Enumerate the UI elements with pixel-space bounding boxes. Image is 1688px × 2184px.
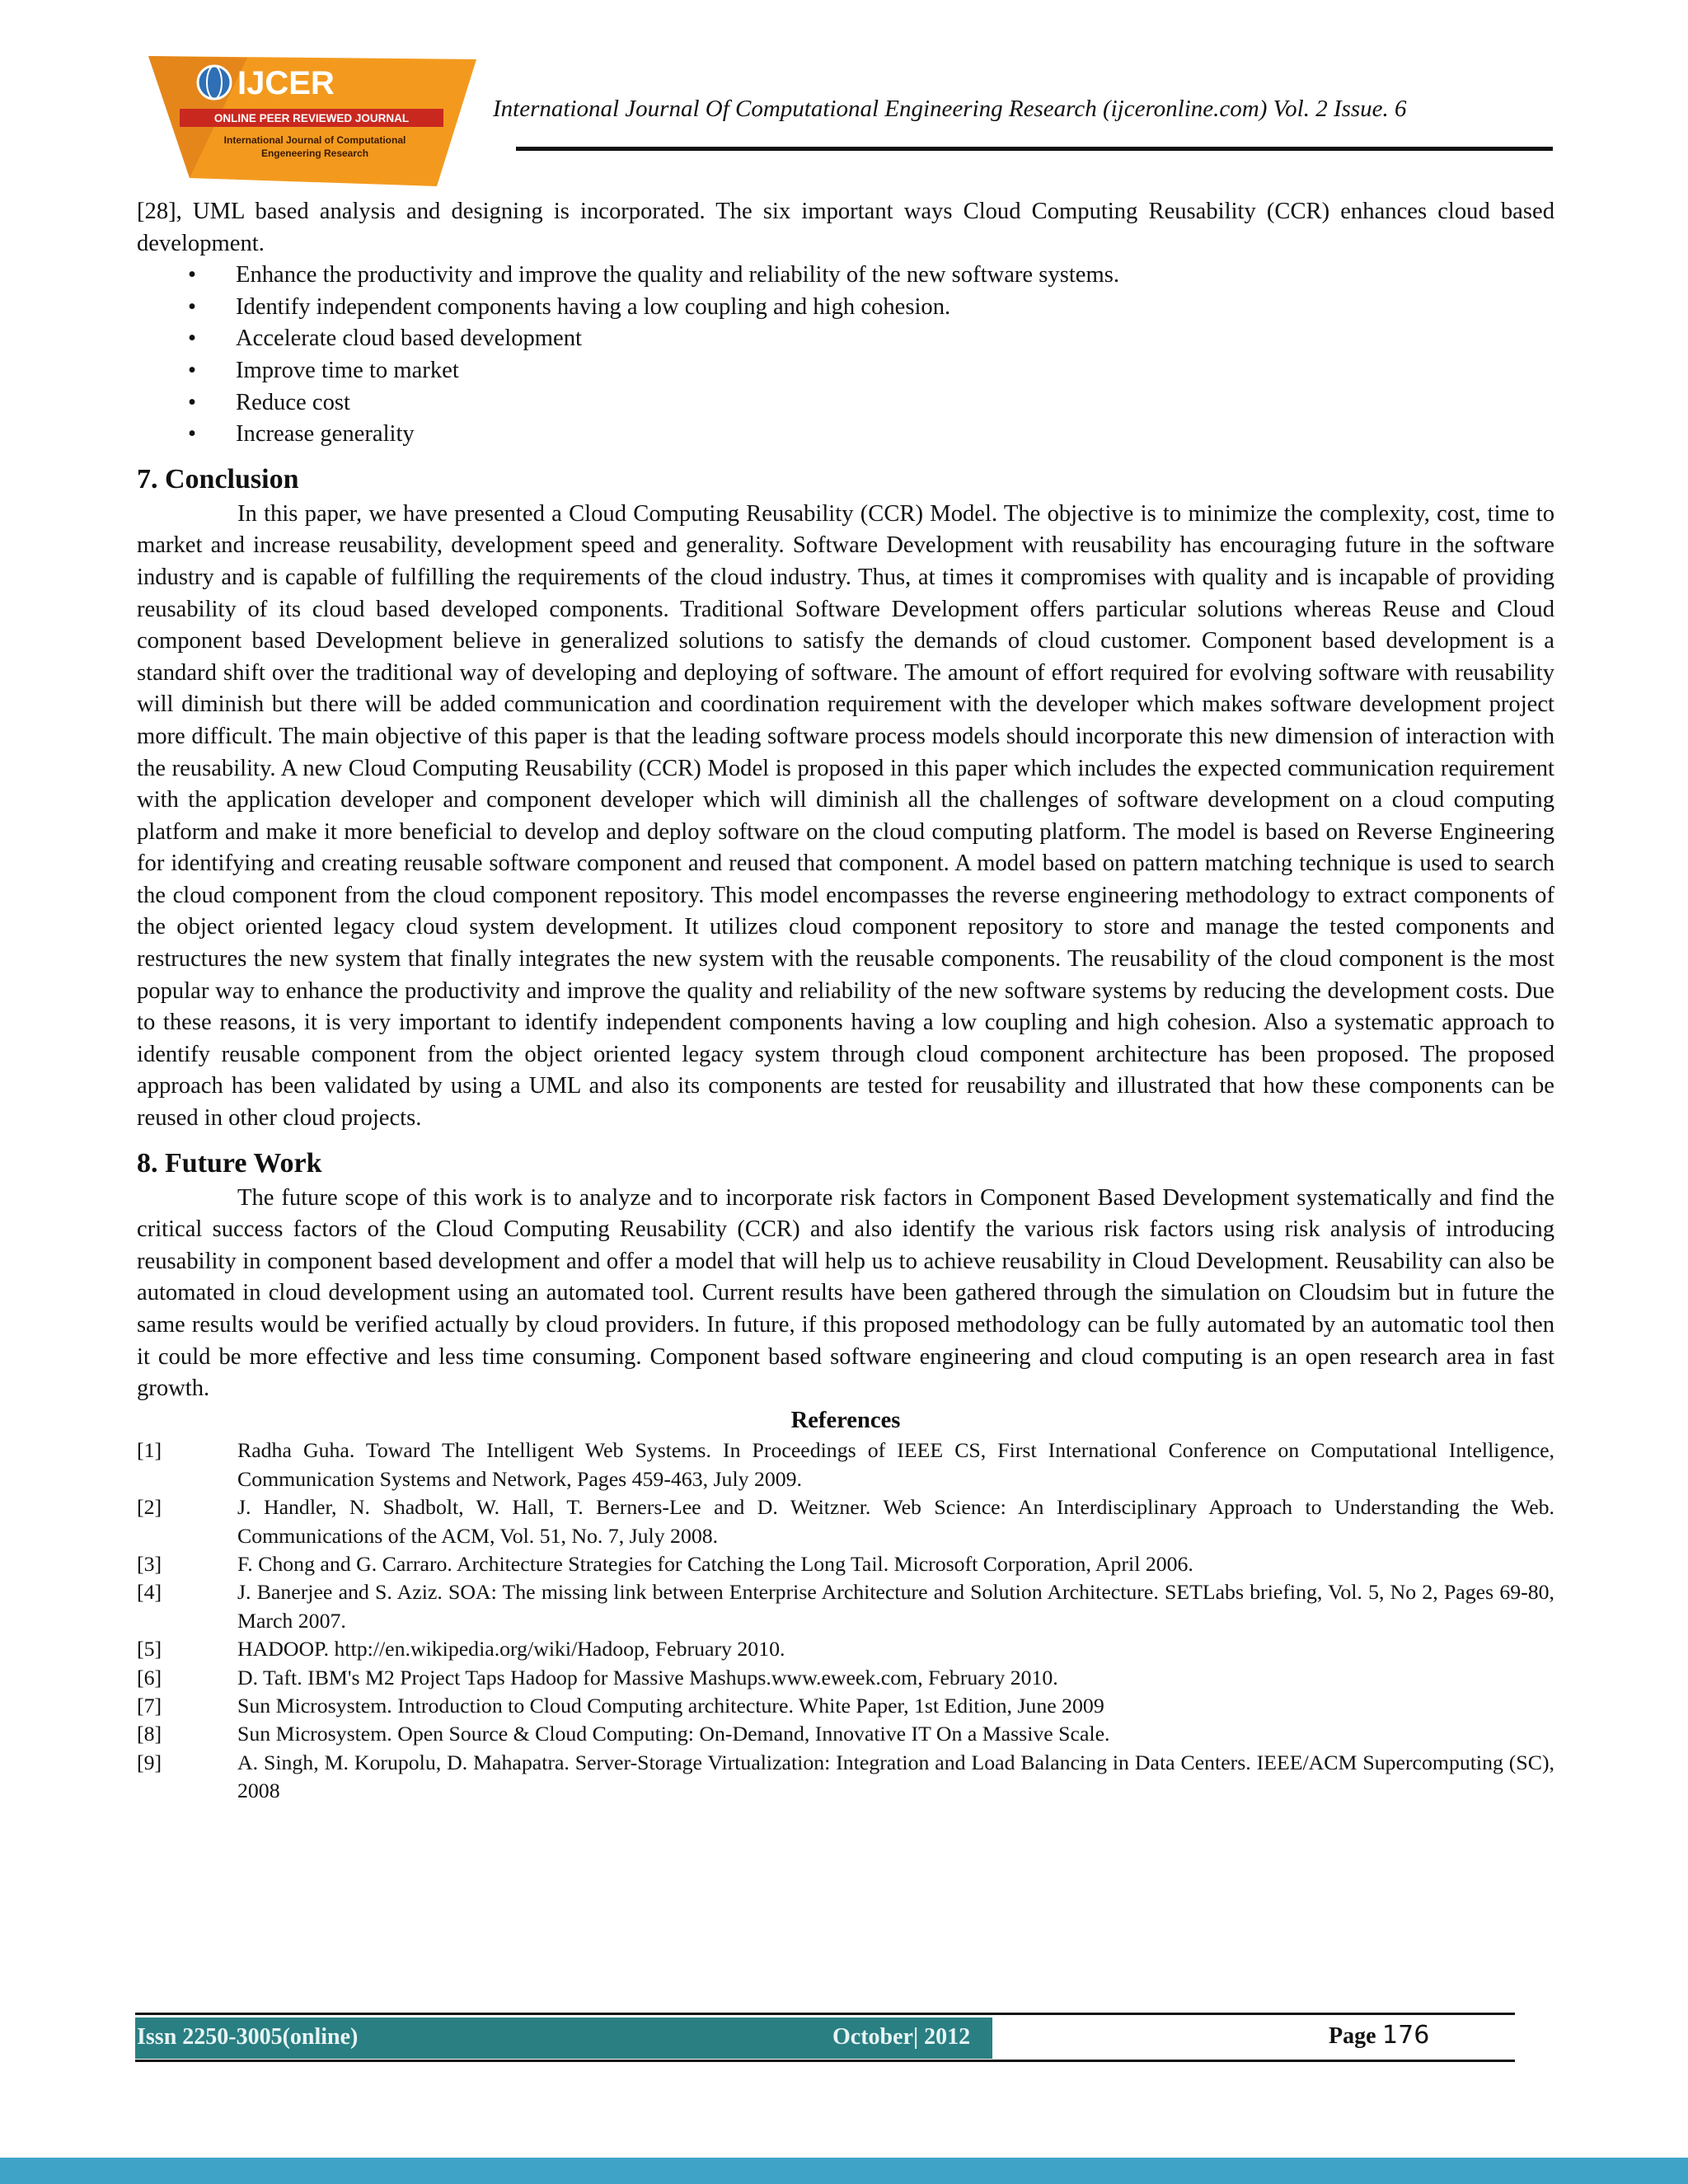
- logo-subtitle-line2: Engeneering Research: [260, 148, 369, 159]
- list-item: • Accelerate cloud based development: [137, 323, 1554, 355]
- reference-text: HADOOP. http://en.wikipedia.org/wiki/Hadoop, February 2010.: [237, 1637, 785, 1661]
- reference-item: [137, 1749, 1554, 1806]
- reference-text: J. Handler, N. Shadbolt, W. Hall, T. Berners-Lee and D. Weitzner. Web Science: An Interdisciplinary Approach to Understanding the Web. Communications of the ACM, Vol. 51, No. 7, July 2008.: [237, 1495, 1554, 1548]
- reference-text: Sun Microsystem. Introduction to Cloud Computing architecture. White Paper, 1st Edition, June 2009: [237, 1694, 1104, 1718]
- list-item: • Enhance the productivity and improve the quality and reliability of the new software systems.: [137, 260, 1554, 292]
- reference-item: [137, 1550, 1554, 1578]
- bullet-icon: •: [188, 421, 197, 448]
- reference-number: [3]: [137, 1552, 162, 1576]
- page-number: 176: [1382, 2021, 1430, 2050]
- globe-icon: [198, 66, 231, 99]
- journal-logo: [140, 51, 478, 191]
- bullet-icon: •: [188, 357, 197, 383]
- article-body: [137, 196, 1554, 1806]
- reference-item: [137, 1664, 1554, 1692]
- footer-date: October| 2012: [832, 2024, 971, 2050]
- logo-subtitle-line1: International Journal of Computational: [223, 134, 406, 146]
- bullet-icon: •: [188, 389, 197, 415]
- reference-text: F. Chong and G. Carraro. Architecture Strategies for Catching the Long Tail. Microsoft Corporation, April 2006.: [237, 1552, 1193, 1576]
- reference-text: J. Banerjee and S. Aziz. SOA: The missing link between Enterprise Architecture and Solution Architecture. SETLabs briefing, Vol. 5, No 2, Pages 69-80, March 2007.: [237, 1580, 1554, 1633]
- reference-item: [137, 1436, 1554, 1493]
- bullet-list: [137, 260, 1554, 451]
- reference-item: [137, 1578, 1554, 1635]
- list-item: • Reduce cost: [137, 387, 1554, 419]
- logo-brand-text: IJCER: [237, 65, 335, 101]
- journal-title: International Journal Of Computational Engineering Research (ijceronline.com) Vol. 2 Issue. 6: [493, 96, 1407, 122]
- reference-text: D. Taft. IBM's M2 Project Taps Hadoop for Massive Mashups.www.eweek.com, February 2010.: [237, 1665, 1058, 1690]
- reference-text: Radha Guha. Toward The Intelligent Web Systems. In Proceedings of IEEE CS, First International Conference on Computational Intelligence, Communication Systems and Network, Pages 459-463, July 2009.: [237, 1438, 1554, 1491]
- reference-number: [9]: [137, 1750, 162, 1774]
- reference-number: [4]: [137, 1580, 162, 1605]
- reference-item: [137, 1635, 1554, 1663]
- future-work-paragraph: The future scope of this work is to analyze and to incorporate risk factors in Component Based Development systematically and find the critical success factors of the Cloud Computing Reusability (CCR) and also identify the various risk factors using risk analysis of introducing reusability in component based development and offer a model that will help us to achieve reusability in Cloud Development. Reusability can also be automated in cloud development using an automated tool. Current results have been gathered through the simulation on Cloudsim but in future the same results would be verified actually by cloud providers. In future, if this proposed methodology can be fully automated by an automatic tool then it could be more effective and less time consuming. Component based software engineering and cloud computing is an open research area in fast growth.: [137, 1184, 1554, 1402]
- footer-rule-bottom: [135, 2060, 1515, 2062]
- references-list: [137, 1436, 1554, 1805]
- conclusion-paragraph: In this paper, we have presented a Cloud Computing Reusability (CCR) Model. The objective is to minimize the complexity, cost, time to market and increase reusability, development speed and generality. Software Development with reusability has encouraging future in the software industry and is capable of fulfilling the requirements of the cloud industry. Thus, at times it compromises with quality and is incapable of providing reusability of its cloud based developed components. Traditional Software Development offers particular solutions whereas Reuse and Cloud component based Development believe in generalized solutions to satisfy the demands of cloud customer. Component based development is a standard shift over the traditional way of developing and deploying of software. The amount of effort required for evolving software with reusability will diminish but there will be added communication and coordination requirement with the developer which makes software development project more difficult. The main objective of this paper is that the leading software process models should incorporate this new dimension of interaction with the reusability. A new Cloud Computing Reusability (CCR) Model is proposed in this paper which includes the expected communication requirement with the application developer and component developer which will diminish all the challenges of software development on a cloud computing platform and make it more beneficial to develop and deploy software on the cloud computing platform. The model is based on Reverse Engineering for identifying and creating reusable software component and reused that component. A model based on pattern matching technique is used to search the cloud component from the cloud component repository. This model encompasses the reverse engineering methodology to extract components of the object oriented legacy cloud system development. It utilizes cloud component repository to store and manage the tested components and restructures the new system that finally integrates the new system with the reusable components. The reusability of the cloud component is the most popular way to enhance the productivity and improve the quality and reliability of the new software systems by reducing the development costs. Due to these reasons, it is very important to identify independent components having a low coupling and high cohesion. Also a systematic approach to identify reusable component from the object oriented legacy system through cloud component architecture has been proposed. The proposed approach has been validated by using a UML and also its components are tested for reusability and illustrated that how these components can be reused in other cloud projects.: [137, 500, 1554, 1132]
- reference-number: [7]: [137, 1694, 162, 1718]
- reference-number: [1]: [137, 1438, 162, 1463]
- reference-number: [6]: [137, 1665, 162, 1690]
- bullet-icon: •: [188, 262, 197, 288]
- list-item: • Identify independent components having a low coupling and high cohesion.: [137, 292, 1554, 324]
- intro-paragraph: [28], UML based analysis and designing is incorporated. The six important ways Cloud Computing Reusability (CCR) enhances cloud based development.: [137, 199, 1554, 256]
- reference-number: [5]: [137, 1637, 162, 1661]
- ijcer-logo-graphic: [140, 51, 478, 191]
- page-label: Page: [1329, 2023, 1376, 2049]
- reference-text: Sun Microsystem. Open Source & Cloud Computing: On-Demand, Innovative IT On a Massive Scale.: [237, 1722, 1110, 1746]
- header-rule: [516, 147, 1553, 151]
- reference-number: [8]: [137, 1722, 162, 1746]
- bullet-icon: •: [188, 326, 197, 352]
- bottom-color-bar: [0, 2158, 1688, 2184]
- bullet-icon: •: [188, 293, 197, 320]
- list-item: • Increase generality: [137, 419, 1554, 451]
- footer-page: [1329, 2021, 1429, 2050]
- conclusion-heading: 7. Conclusion: [137, 463, 299, 494]
- future-work-heading: 8. Future Work: [137, 1147, 322, 1179]
- reference-text: A. Singh, M. Korupolu, D. Mahapatra. Server-Storage Virtualization: Integration and Load Balancing in Data Centers. IEEE/ACM Supercomputing (SC), 2008: [237, 1750, 1554, 1803]
- reference-item: [137, 1493, 1554, 1550]
- logo-tagline: ONLINE PEER REVIEWED JOURNAL: [213, 112, 410, 124]
- footer-rule-top: [135, 2013, 1515, 2015]
- list-item: • Improve time to market: [137, 355, 1554, 387]
- reference-number: [2]: [137, 1495, 162, 1520]
- reference-item: [137, 1692, 1554, 1720]
- reference-item: [137, 1720, 1554, 1748]
- footer-issn: Issn 2250-3005(online): [137, 2024, 359, 2050]
- references-heading: References: [790, 1407, 901, 1433]
